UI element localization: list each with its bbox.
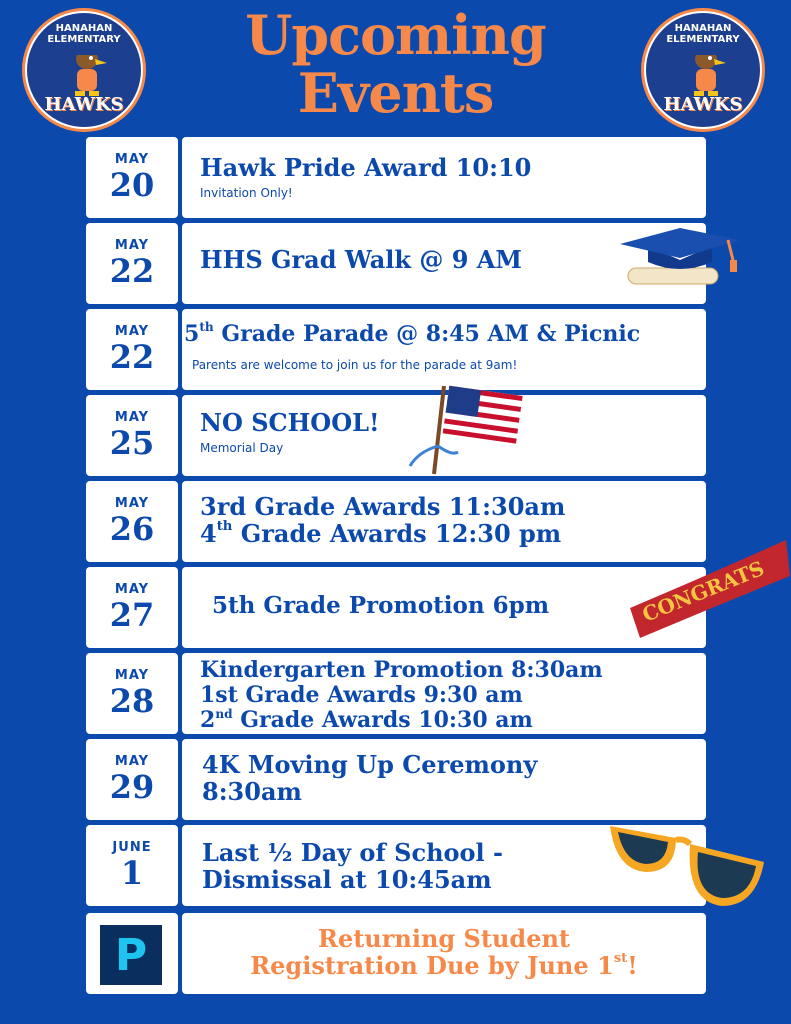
date-box: MAY 27: [86, 567, 178, 648]
event-row: [86, 653, 706, 734]
event-row: [86, 567, 706, 648]
event-card: NO SCHOOL! Memorial Day: [182, 395, 706, 476]
date-box: MAY 20: [86, 137, 178, 218]
event-row: [86, 481, 706, 562]
event-card: Hawk Pride Award 10:10 Invitation Only!: [182, 137, 706, 218]
congrats-banner-icon: [626, 536, 791, 640]
icon-box: [86, 913, 178, 994]
date-box: MAY 22: [86, 309, 178, 390]
event-card: Kindergarten Promotion 8:30am 1st Grade Awards 9:30 am 2nd Grade Awards 10:30 am: [182, 653, 706, 734]
powerschool-p-icon: P: [100, 925, 162, 985]
date-box: MAY 26: [86, 481, 178, 562]
event-card: Last ½ Day of School - Dismissal at 10:45am: [182, 825, 706, 906]
american-flag-icon: [408, 382, 526, 482]
event-row: [86, 223, 706, 304]
event-card: 5th Grade Promotion 6pm: [182, 567, 706, 648]
event-card: 5th Grade Parade @ 8:45 AM & Picnic Parents are welcome to join us for the parade at 9am!: [182, 309, 706, 390]
school-logo-right: HANAHAN ELEMENTARY HAWKS: [641, 8, 765, 132]
registration-card: Returning Student Registration Due by June 1st!: [182, 913, 706, 994]
banner-text: CONGRATS: [638, 556, 768, 627]
event-card: HHS Grad Walk @ 9 AM: [182, 223, 706, 304]
date-box: MAY 25: [86, 395, 178, 476]
event-card: 4K Moving Up Ceremony 8:30am: [182, 739, 706, 820]
date-box: JUNE 1: [86, 825, 178, 906]
school-logo-left: HANAHAN ELEMENTARY HAWKS: [22, 8, 146, 132]
registration-row: [86, 913, 706, 994]
sunglasses-icon: [606, 814, 770, 914]
event-row: [86, 395, 706, 476]
date-box: MAY 29: [86, 739, 178, 820]
event-row: [86, 309, 706, 390]
graduation-cap-icon: [618, 226, 744, 302]
event-row: [86, 739, 706, 820]
page-title: Upcoming Events: [245, 3, 546, 125]
date-box: MAY 22: [86, 223, 178, 304]
event-row: [86, 137, 706, 218]
event-card: 3rd Grade Awards 11:30am 4th Grade Awards 12:30 pm: [182, 481, 706, 562]
date-box: MAY 28: [86, 653, 178, 734]
